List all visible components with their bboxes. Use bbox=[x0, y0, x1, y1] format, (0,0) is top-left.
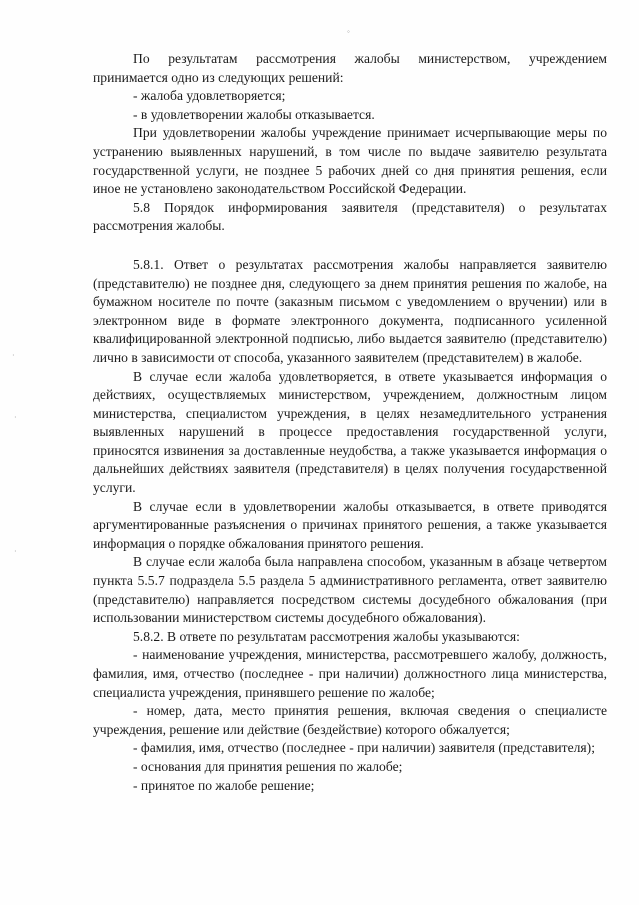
list-item-grounds: - основания для принятия решения по жалобе; bbox=[133, 758, 403, 774]
paragraph-if-refused: В случае если в удовлетворении жалобы отказывается, в ответе приводятся аргументированные разъяснения о причинах принятого решения, а также указывается информация о порядке обжалования принятого решения. bbox=[93, 498, 607, 551]
paragraph-decision-options: По результатам рассмотрения жалобы министерством, учреждением принимается одно из следующих решений: bbox=[93, 51, 607, 85]
paragraph-pretrial-system: В случае если жалоба была направлена способом, указанным в абзаце четвертом пункта 5.5.7 подраздела 5.5 раздела 5 административного регламента, ответ заявителю (представителю) направляется посредством системы досудебного обжалования (при использовании министерством системы досудебного обжалования). bbox=[93, 554, 607, 626]
list-item-decision: - принятое по жалобе решение; bbox=[133, 777, 315, 793]
scan-speck-mark: ◦ bbox=[347, 27, 350, 36]
scan-speck-mark: · bbox=[14, 547, 17, 556]
spacer bbox=[93, 236, 607, 256]
paragraph-5-8-1: 5.8.1. Ответ о результатах рассмотрения жалобы направляется заявителю (представителю) не позднее дня, следующего за днем принятия решения по жалобе, на бумажном носителе по почте (заказным письмом с уведомлением о вручении) или в электронном виде в формате электронного документа, подписанного усиленной квалифицированной электронной подписью, либо выдается заявителю (представителю) лично в зависимости от способа, указанного заявителем (представителем) в жалобе. bbox=[93, 256, 607, 365]
scan-speck-mark: · bbox=[14, 413, 17, 422]
list-item-applicant-name: - фамилия, имя, отчество (последнее - при наличии) заявителя (представителя); bbox=[133, 740, 595, 756]
document-body bbox=[93, 50, 607, 795]
section-heading-5-8: 5.8 Порядок информирования заявителя (представителя) о результатах рассмотрения жалобы. bbox=[93, 199, 607, 234]
list-item-decision-number: - номер, дата, место принятия решения, включая сведения о специалисте учреждения, решение или действие (бездействие) которого обжалуется; bbox=[93, 703, 607, 737]
list-item-complaint-satisfied: - жалоба удовлетворяется; bbox=[133, 88, 286, 104]
list-item-complaint-refused: - в удовлетворении жалобы отказывается. bbox=[133, 106, 375, 122]
list-item-institution-name: - наименование учреждения, министерства, рассмотревшего жалобу, должность, фамилия, имя, отчество (последнее - при наличии) должностного лица министерства, специалиста учреждения, принявшего решение по жалобе; bbox=[93, 647, 607, 700]
paragraph-if-satisfied: В случае если жалоба удовлетворяется, в ответе указывается информация о действиях, осуществляемых министерством, учреждением, должностным лицом министерства, специалистом учреждения, в целях незамедлительного устранения выявленных нарушений в процессе предоставления государственной услуги, приносятся извинения за доставленные неудобства, а также указывается информация о дальнейших действиях заявителя (представителя) в целях получения государственной услуги. bbox=[93, 368, 607, 496]
paragraph-5-8-2: 5.8.2. В ответе по результатам рассмотрения жалобы указываются: bbox=[133, 628, 520, 644]
paragraph-remedy-measures: При удовлетворении жалобы учреждение принимает исчерпывающие меры по устранению выявленных нарушений, в том числе по выдаче заявителю результата государственной услуги, не позднее 5 рабочих дней со дня принятия решения, если иное не установлено законодательством Российской Федерации. bbox=[93, 125, 607, 197]
scan-speck-mark: · bbox=[12, 351, 15, 360]
